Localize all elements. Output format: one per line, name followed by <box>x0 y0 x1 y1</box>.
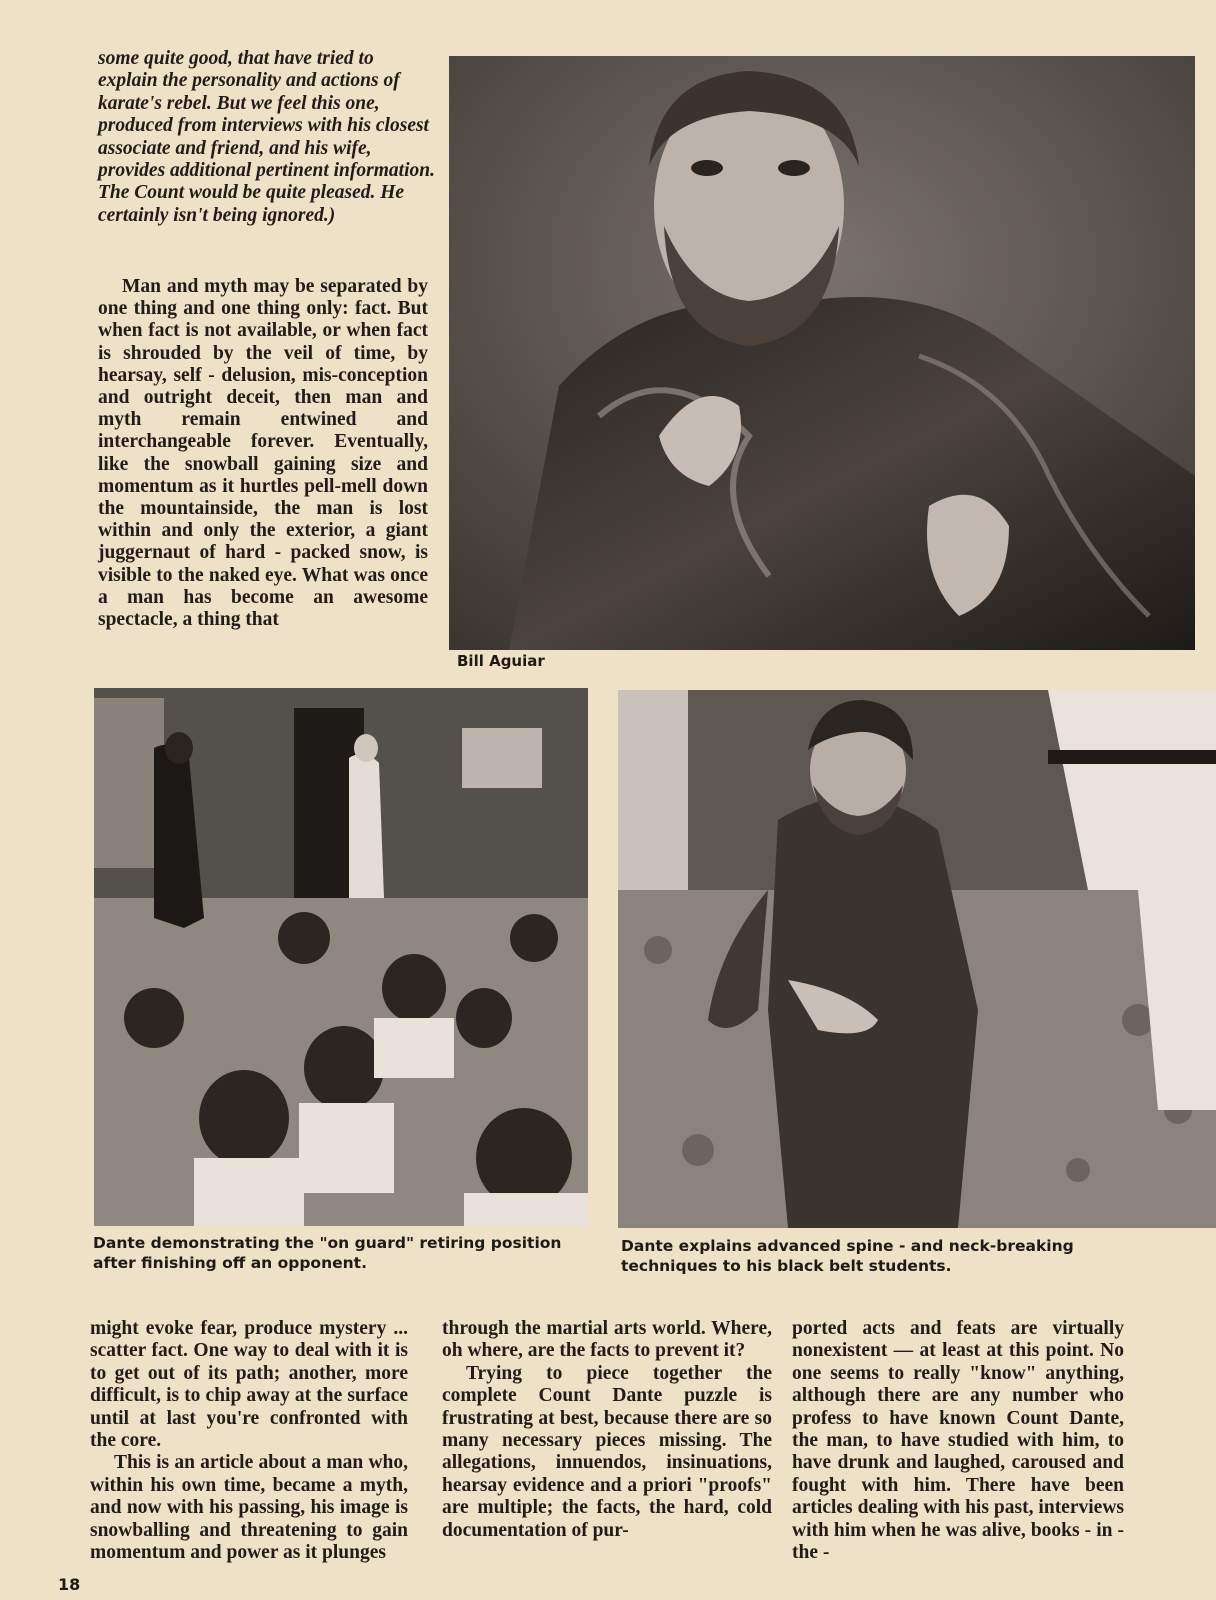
column-3-paragraph-1: ported acts and feats are virtually nonexistent — at least at this point. No one seems to really "know" anything, although there are any number who profess to have known Count Dante, the man, to have studied with him, to have drunk and laughed, caroused and fought with him. There have been articles dealing with his past, interviews with him when he was alive, books - in - the - <box>792 1318 1124 1564</box>
caption-left: Dante demonstrating the "on guard" retiring position after finishing off an opponent. <box>93 1234 562 1272</box>
column-1 <box>90 1318 408 1564</box>
page-number: 18 <box>58 1575 81 1594</box>
portrait-photo <box>449 56 1195 650</box>
column-1-paragraph-2: This is an article about a man who, within his own time, became a myth, and now with his passing, his image is snowballing and threatening to gain momentum and power as it plunges <box>90 1452 408 1564</box>
column-1-paragraph-1: might evoke fear, produce mystery ... scatter fact. One way to deal with it is to get out of its path; another, more difficult, is to chip away at the surface until at last you're confronted with the core. <box>90 1318 408 1452</box>
column-3 <box>792 1318 1124 1564</box>
photo-credit: Bill Aguiar <box>457 652 545 670</box>
column-2 <box>442 1318 772 1542</box>
lead-paragraph: Man and myth may be separated by one thing and one thing only: fact. But when fact is not available, or when fact is shrouded by the veil of time, by hearsay, self - delusion, mis-conception and outright deceit, then man and myth remain entwined and interchangeable forever. Eventually, like the snowball gaining size and momentum as it hurtles pell-mell down the mountainside, the man is lost within and only the exterior, a giant juggernaut of hard - packed snow, is visible to the naked eye. What was once a man has become an awesome spectacle, a thing that <box>98 276 428 631</box>
column-2-paragraph-2: Trying to piece together the complete Count Dante puzzle is frustrating at best, because there are so many necessary pieces missing. The allegations, innuendos, insinuations, hearsay evidence and a priori "proofs" are multiple; the facts, the hard, cold documentation of pur- <box>442 1362 772 1541</box>
technique-photo <box>618 690 1216 1228</box>
caption-right: Dante explains advanced spine - and neck-breaking techniques to his black belt students. <box>621 1237 1074 1275</box>
column-2-paragraph-1: through the martial arts world. Where, oh where, are the facts to prevent it? <box>442 1318 772 1362</box>
intro-paragraph: some quite good, that have tried to explain the personality and actions of karate's rebel. But we feel this one, produced from interviews with his closest associate and friend, and his wife, provides additional pertinent information. The Count would be quite pleased. He certainly isn't being ignored.) <box>98 48 435 226</box>
class-photo <box>94 688 588 1226</box>
